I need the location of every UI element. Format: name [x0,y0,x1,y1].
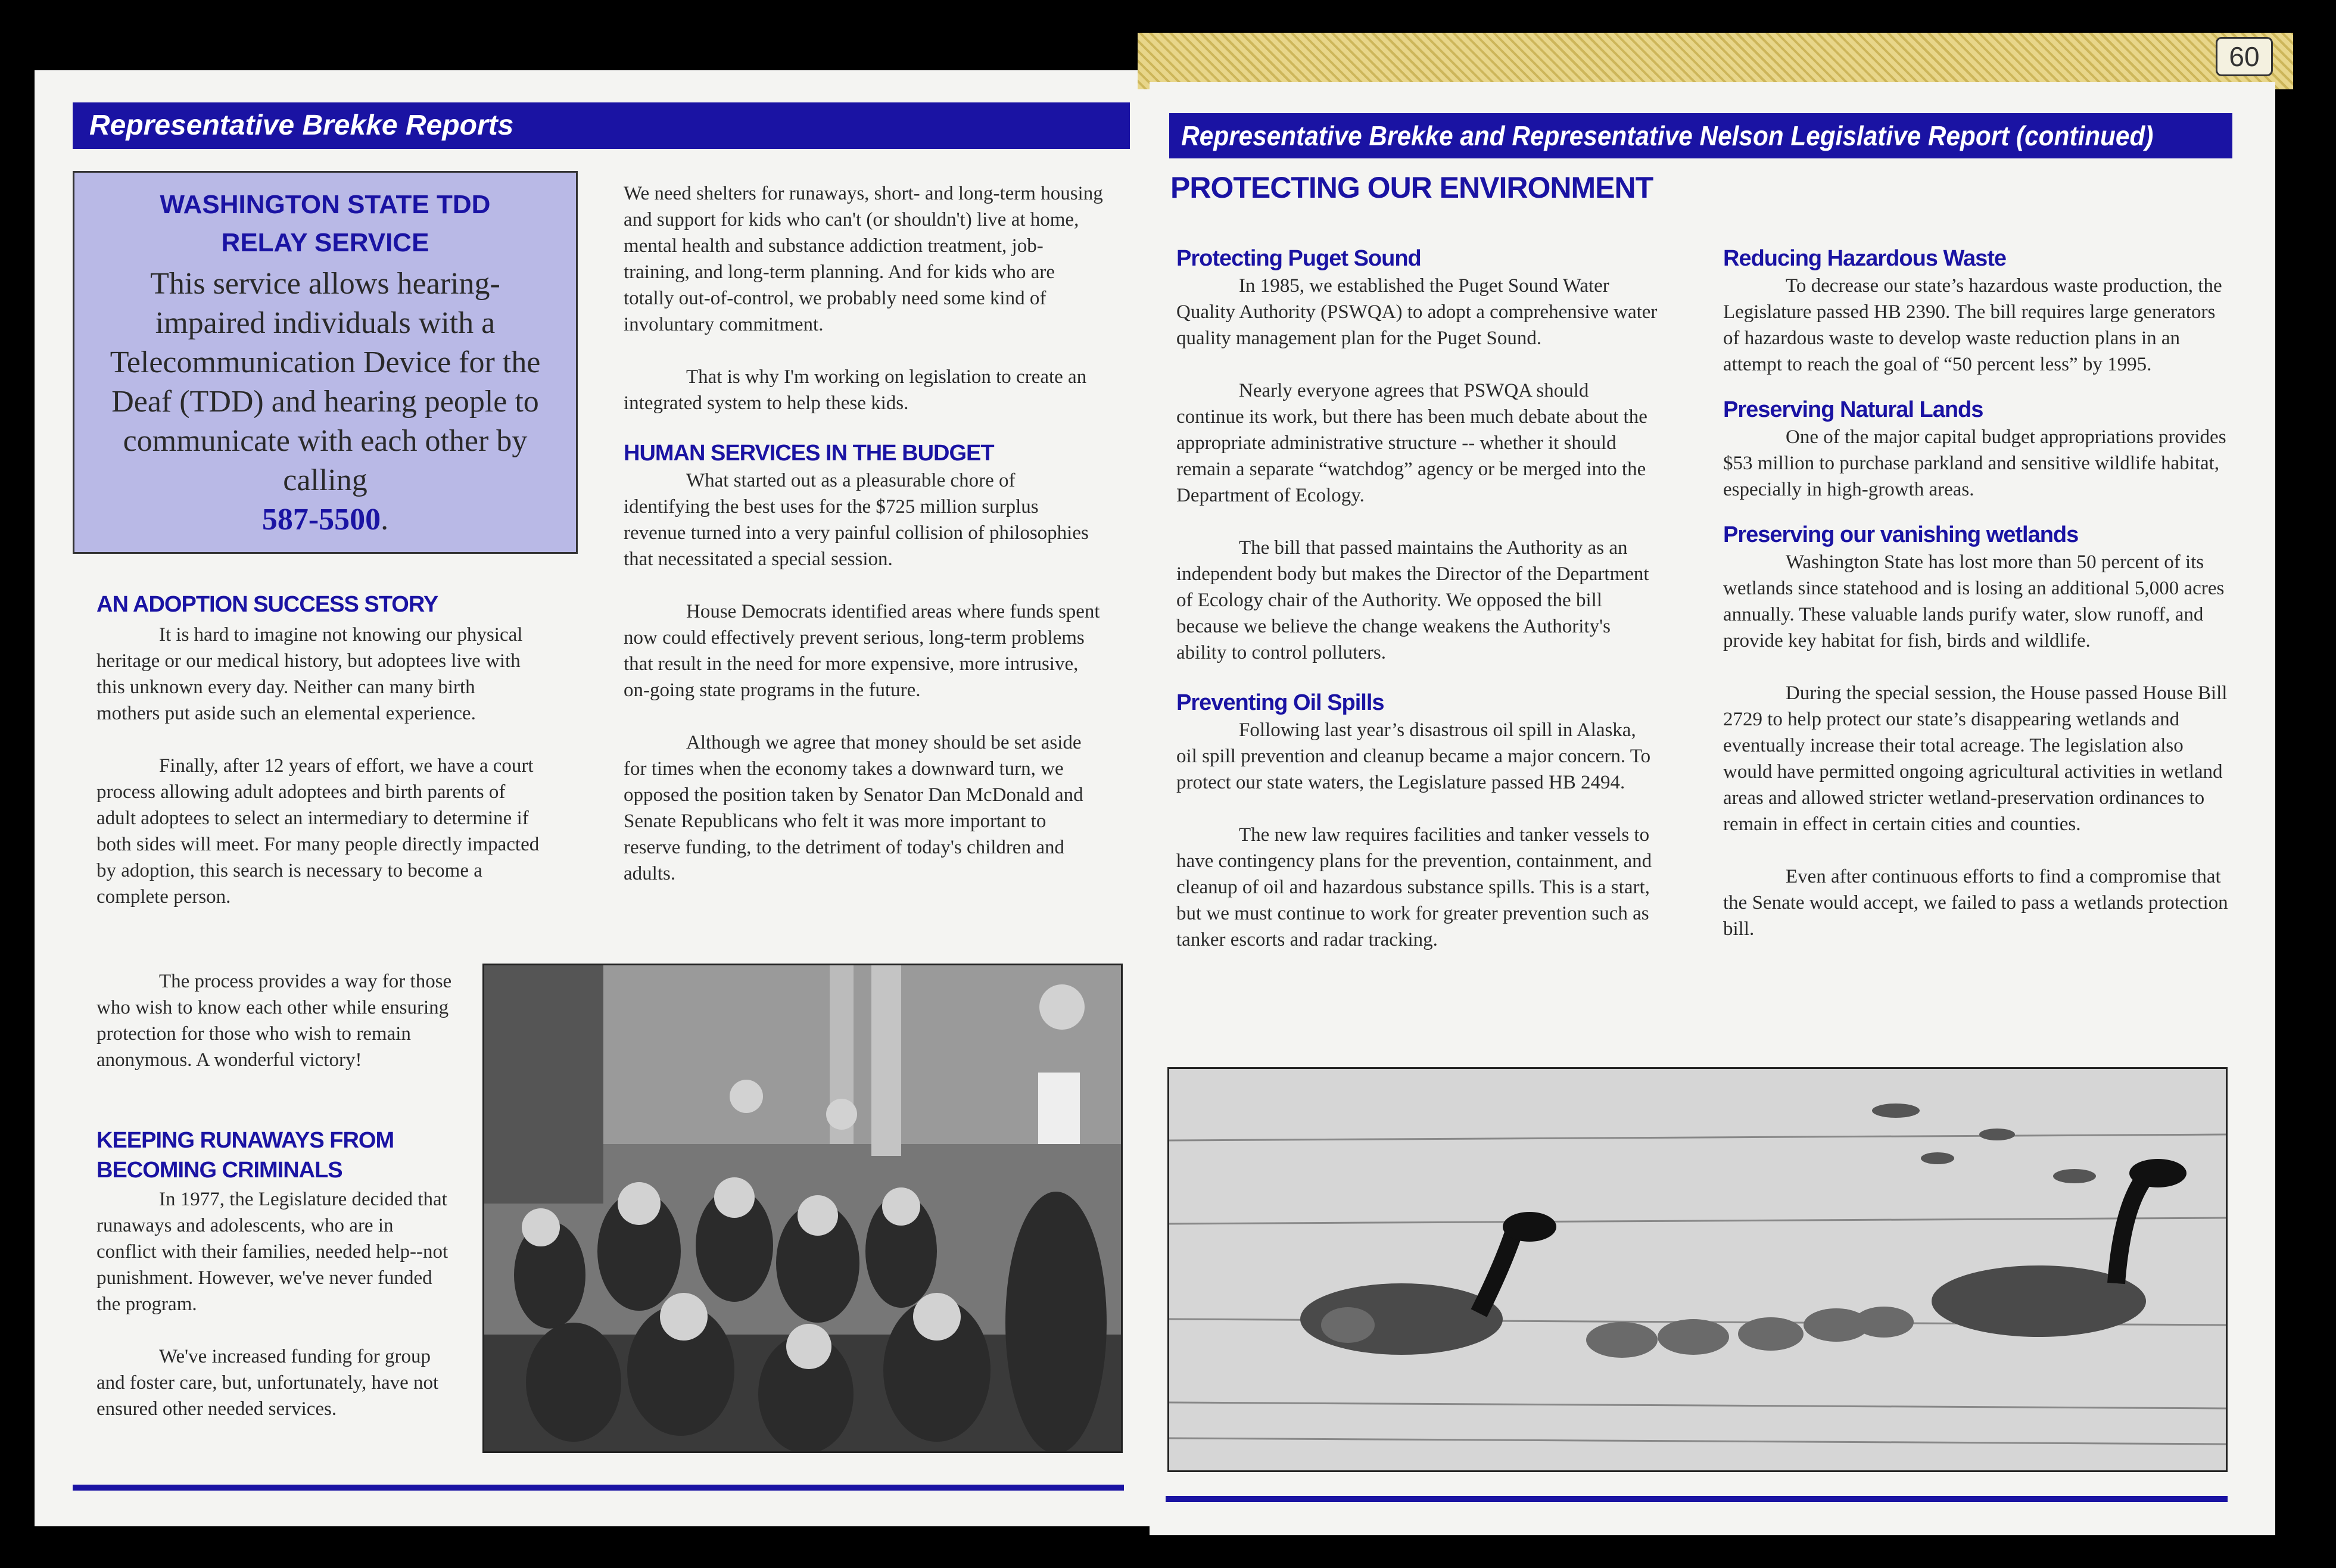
left-col2 [624,180,1105,913]
runaways-section [96,1126,454,1448]
puget-p2: Nearly everyone agrees that PSWQA should continue its work, but there has been much debate about the appropriate administrative structure -- whether it should remain a separate “watchdog” agency or be merged into the Department of Ecology. [1176,380,1647,506]
tdd-phone: 587-5500 [261,503,381,537]
wetlands-heading: Preserving our vanishing wetlands [1723,522,2079,547]
runaways-p2: We've increased funding for group and foster care, but, unfortunately, have not ensured other needed services. [96,1346,439,1420]
right-banner: Representative Brekke and Representative Nelson Legislative Report (continued) [1169,113,2232,158]
tdd-title: WASHINGTON STATE TDD RELAY SERVICE [160,190,491,257]
human-services-heading: HUMAN SERVICES IN THE BUDGET [624,441,994,466]
wetlands-p2: During the special session, the House passed House Bill 2729 to help protect our state’s disappearing wetlands and eventually increase their total acreage. The legislation also would have permitted ongoing agricultural activities in wetland areas and allowed stricter wetland-preservation ordinances to remain in effect in certain cities and counties. [1723,682,2228,835]
left-banner: Representative Brekke Reports [73,102,1130,149]
col2-p2: That is why I'm working on legislation to create an integrated system to help these kids. [624,366,1087,414]
adoption-p3-block [96,968,469,1099]
children-photo-art [484,965,1123,1453]
runaways-p1: In 1977, the Legislature decided that runaways and adolescents, who are in conflict with their families, needed help--not punishment. However, we've never funded the program. [96,1189,448,1315]
hazardous-heading: Reducing Hazardous Waste [1723,246,2007,271]
geese-photo-art [1169,1069,2228,1472]
col2-p1: We need shelters for runaways, short- and long-term housing and support for kids who can't (or shouldn't) live at home, mental health and substance addiction treatment, job-training, and long-term planning. And for kids who are totally out-of-control, we probably need some kind of involuntary commitment. [624,183,1103,335]
adoption-p2: Finally, after 12 years of effort, we have a court process allowing adult adoptees and birth parents of adult adoptees to select an intermediary to determine if both sides will meet. For many people directly impacted by adoption, this search is necessary to become a complete person. [96,755,540,908]
oil-heading: Preventing Oil Spills [1176,690,1384,715]
lands-heading: Preserving Natural Lands [1723,397,1983,422]
oil-p1: Following last year’s disastrous oil spill in Alaska, oil spill prevention and cleanup became a major concern. To protect our state waters, the Legislature passed HB 2494. [1176,719,1651,793]
runaways-heading: KEEPING RUNAWAYS FROM BECOMING CRIMINALS [96,1128,394,1183]
puget-p1: In 1985, we established the Puget Sound Water Quality Authority (PSWQA) to adopt a comprehensive water quality management plan for the Puget Sound. [1176,275,1658,349]
col2-p3: What started out as a pleasurable chore of identifying the best uses for the $725 million surplus revenue turned into a very painful collision of philosophies that necessitated a special session. [624,470,1089,570]
page-number-mark: 60 [2216,37,2273,76]
right-col2 [1723,244,2235,968]
environment-title: PROTECTING OUR ENVIRONMENT [1170,171,1653,204]
adoption-p1: It is hard to imagine not knowing our physical heritage or our medical history, but adoptees live with this unknown every day. Neither can many birth mothers put aside such an elemental experience. [96,624,523,724]
adoption-p3: The process provides a way for those who wish to know each other while ensuring protection for those who wish to remain anonymous. A wonderful victory! [96,971,452,1071]
lands-p1: One of the major capital budget appropriations provides $53 million to purchase parkland and sensitive wildlife habitat, especially in high-growth areas. [1723,426,2226,500]
wetlands-p3: Even after continuous efforts to find a compromise that the Senate would accept, we failed to pass a wetlands protection bill. [1723,866,2228,940]
puget-section [1176,244,1659,979]
children-photo [482,964,1123,1453]
left-bottom-rule [73,1485,1124,1491]
hazardous-p1: To decrease our state’s hazardous waste production, the Legislature passed HB 2390. The bill requires large generators of hazardous waste to develop waste reduction plans in an attempt to reach the goal of “50 percent less” by 1995. [1723,275,2222,375]
puget-heading: Protecting Puget Sound [1176,246,1421,271]
adoption-section [96,590,540,936]
adoption-heading: AN ADOPTION SUCCESS STORY [96,592,438,617]
col2-p4: House Democrats identified areas where funds spent now could effectively prevent serious, long-term problems that result in the need for more expensive, more intrusive, on-going state programs in the future. [624,601,1100,701]
yellow-page-edge [1138,33,2293,89]
wetlands-p1: Washington State has lost more than 50 percent of its wetlands since statehood and is losing an additional 5,000 acres annually. These valuable lands purify water, slow runoff, and provide key habitat for fish, birds and wildlife. [1723,551,2225,651]
right-bottom-rule [1166,1496,2228,1502]
oil-p2: The new law requires facilities and tanker vessels to have contingency plans for the prevention, containment, and cleanup of oil and hazardous substance spills. This is a start, but we must continue to work for greater prevention such as tanker escorts and radar tracking. [1176,824,1652,950]
tdd-relay-box [73,171,578,554]
col2-p5: Although we agree that money should be set aside for times when the economy takes a downward turn, we opposed the position taken by Senator Dan McDonald and Senate Republicans who felt it was more important to reserve funding, to the detriment of today's children and adults. [624,732,1083,884]
tdd-body: This service allows hearing-impaired individuals with a Telecommunication Device for the Deaf (TDD) and hearing people to communicate with each other by calling 587-5500. [110,267,541,537]
geese-photo [1167,1067,2228,1472]
puget-p3: The bill that passed maintains the Authority as an independent body but makes the Director of the Department of Ecology chair of the Authority. We opposed the bill because we believe the change weakens the Authority's ability to control polluters. [1176,537,1649,663]
